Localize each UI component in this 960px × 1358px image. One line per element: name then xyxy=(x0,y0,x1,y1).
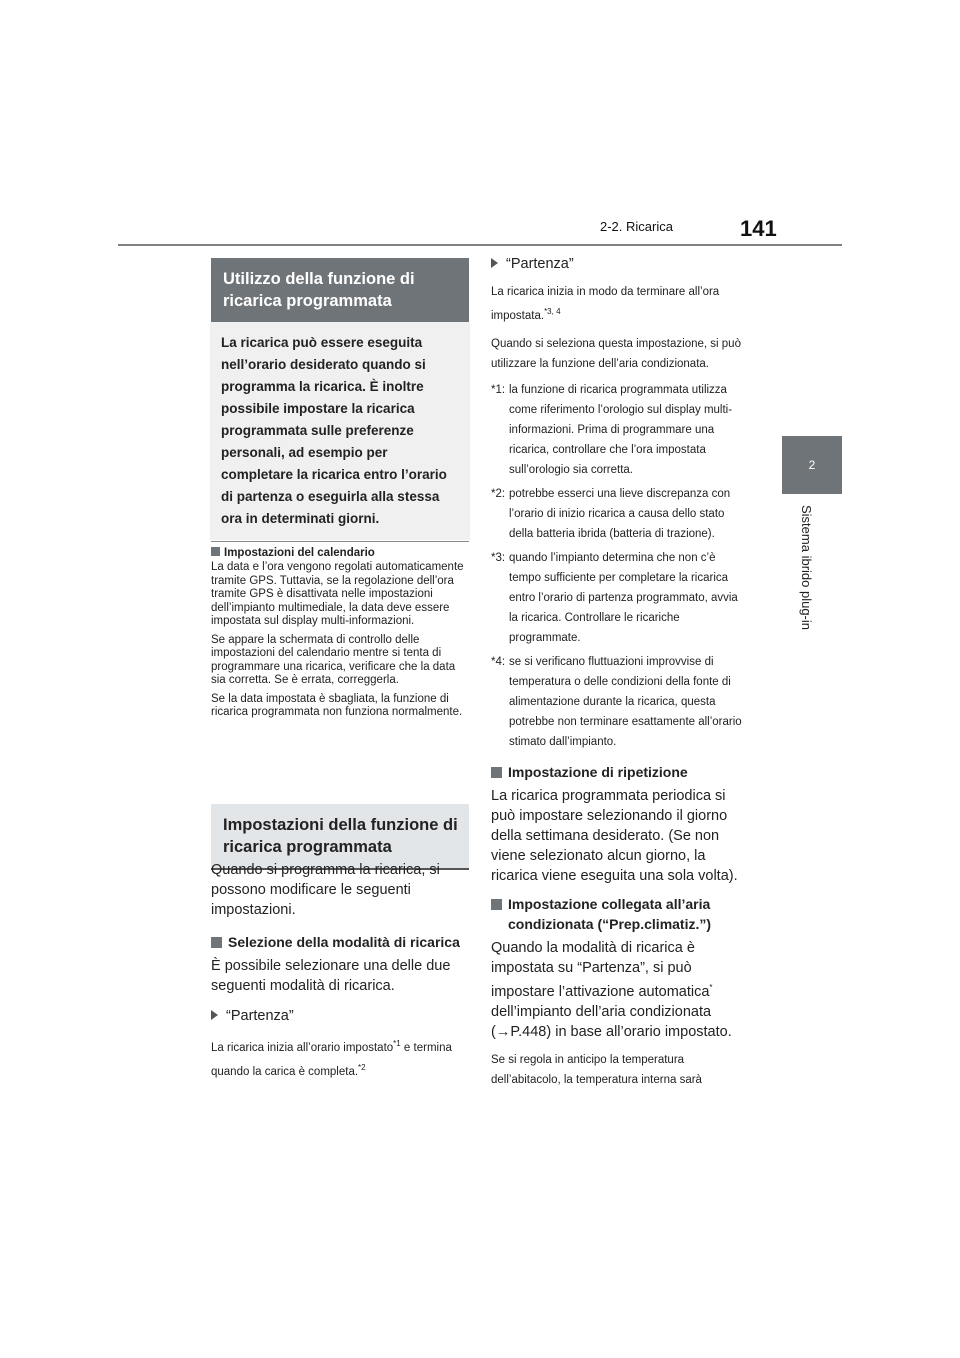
option-departure-1-desc: La ricarica inizia all’orario impostato$^{*1}$ e termina quando la carica è completa.$^{*2}$ xyxy=(211,1039,452,1078)
footnote-2: *2: potrebbe esserci una lieve discrepanza con l’orario di inizio ricarica a causa dello stato della batteria ibrida (batteria di trazione). xyxy=(491,487,731,540)
mode-heading: Selezione della modalità di ricarica xyxy=(211,932,469,952)
section-title: 2-2. Ricarica xyxy=(600,219,673,234)
calendar-heading: Impostazioni del calendario xyxy=(211,547,469,559)
section-heading-usage: Utilizzo della funzione di ricarica programmata xyxy=(211,258,469,322)
mode-intro: È possibile selezionare una delle due seguenti modalità di ricarica. xyxy=(211,958,451,994)
page-number: 141 xyxy=(740,216,777,241)
calendar-paragraph-1: La data e l’ora vengono regolati automaticamente tramite GPS. Tuttavia, se la regolazione dell’ora tramite GPS è disattivata nelle impostazioni dell’impianto multimediale, la data deve essere impostata sul display multi-informazioni. xyxy=(211,561,464,627)
option-departure-1: “Partenza” xyxy=(211,1006,469,1026)
square-bullet-icon xyxy=(491,767,502,778)
option-departure-2: “Partenza” xyxy=(491,254,744,274)
triangle-bullet-icon xyxy=(491,258,498,268)
air-link-body: Quando la modalità di ricarica è impostata su “Partenza”, si può impostare l’attivazione automatica* dell’impianto dell’aria condizionata (→P.448) in base all’orario impostato. xyxy=(491,939,732,1040)
square-bullet-icon xyxy=(491,899,502,910)
final-paragraph: Se si regola in anticipo la temperatura dell’abitacolo, la temperatura interna sarà xyxy=(491,1053,702,1086)
footnote-1: *1: la funzione di ricarica programmata utilizza come riferimento l’orologio sul display multi-informazioni. Prima di programmare una ricarica, controllare che l’ora impostata sull’orologio sia corretta. xyxy=(491,383,733,476)
header-rule xyxy=(118,244,842,246)
section-heading-settings: Impostazioni della funzione di ricarica programmata xyxy=(211,804,469,870)
arrow-icon: → xyxy=(495,1023,511,1040)
intro-box: La ricarica può essere eseguita nell’orario desiderato quando si programma la ricarica. È inoltre possibile impostare la ricarica programmata sulle preferenze personali, ad esempio per completare la ricarica entro l’orario di partenza o eseguirla alla stessa ora in determinati giorni. xyxy=(210,322,470,540)
chapter-label: Sistema ibrido plug-in xyxy=(799,505,814,631)
chapter-tab: 2 xyxy=(782,436,842,494)
calendar-paragraph-2: Se appare la schermata di controllo delle impostazioni del calendario mentre si tenta di programmare una ricarica, verificare che la data sia corretta. Se è errata, correggerla. xyxy=(211,633,456,686)
footnote-3: *3: quando l’impianto determina che non c’è tempo sufficiente per completare la ricarica entro l’orario di partenza programmato, avvia la ricarica. Controllare le ricariche programmate. xyxy=(491,551,738,644)
repeat-body: La ricarica programmata periodica si può impostare selezionando il giorno della settimana desiderato. (Se non viene selezionato alcun giorno, la ricarica viene eseguita una sola volta). xyxy=(491,787,738,884)
air-conditioning-note: Quando si seleziona questa impostazione, si può utilizzare la funzione dell’aria condizionata. xyxy=(491,337,741,370)
calendar-paragraph-3: Se la data impostata è sbagliata, la funzione di ricarica programmata non funziona normalmente. xyxy=(211,692,463,718)
air-link-heading: Impostazione collegata all’aria condizionata (“Prep.climatiz.”) xyxy=(491,894,744,934)
right-column xyxy=(491,254,744,1090)
triangle-bullet-icon xyxy=(211,1010,218,1020)
repeat-heading: Impostazione di ripetizione xyxy=(491,762,744,782)
option-departure-2-desc: La ricarica inizia in modo da terminare all’ora impostata.$^{*3, 4}$ xyxy=(491,286,720,322)
square-bullet-icon xyxy=(211,937,222,948)
settings-section xyxy=(211,860,469,1082)
calendar-section xyxy=(211,547,469,725)
settings-intro: Quando si programma la ricarica, si possono modificare le seguenti impostazioni. xyxy=(211,862,440,918)
divider xyxy=(211,541,469,542)
square-bullet-icon xyxy=(211,547,220,556)
footnote-4: *4: se si verificano fluttuazioni improvvise di temperatura o delle condizioni della fonte di alimentazione durante la ricarica, questa potrebbe non terminare esattamente all’orario stimato dall’impianto. xyxy=(491,655,742,748)
